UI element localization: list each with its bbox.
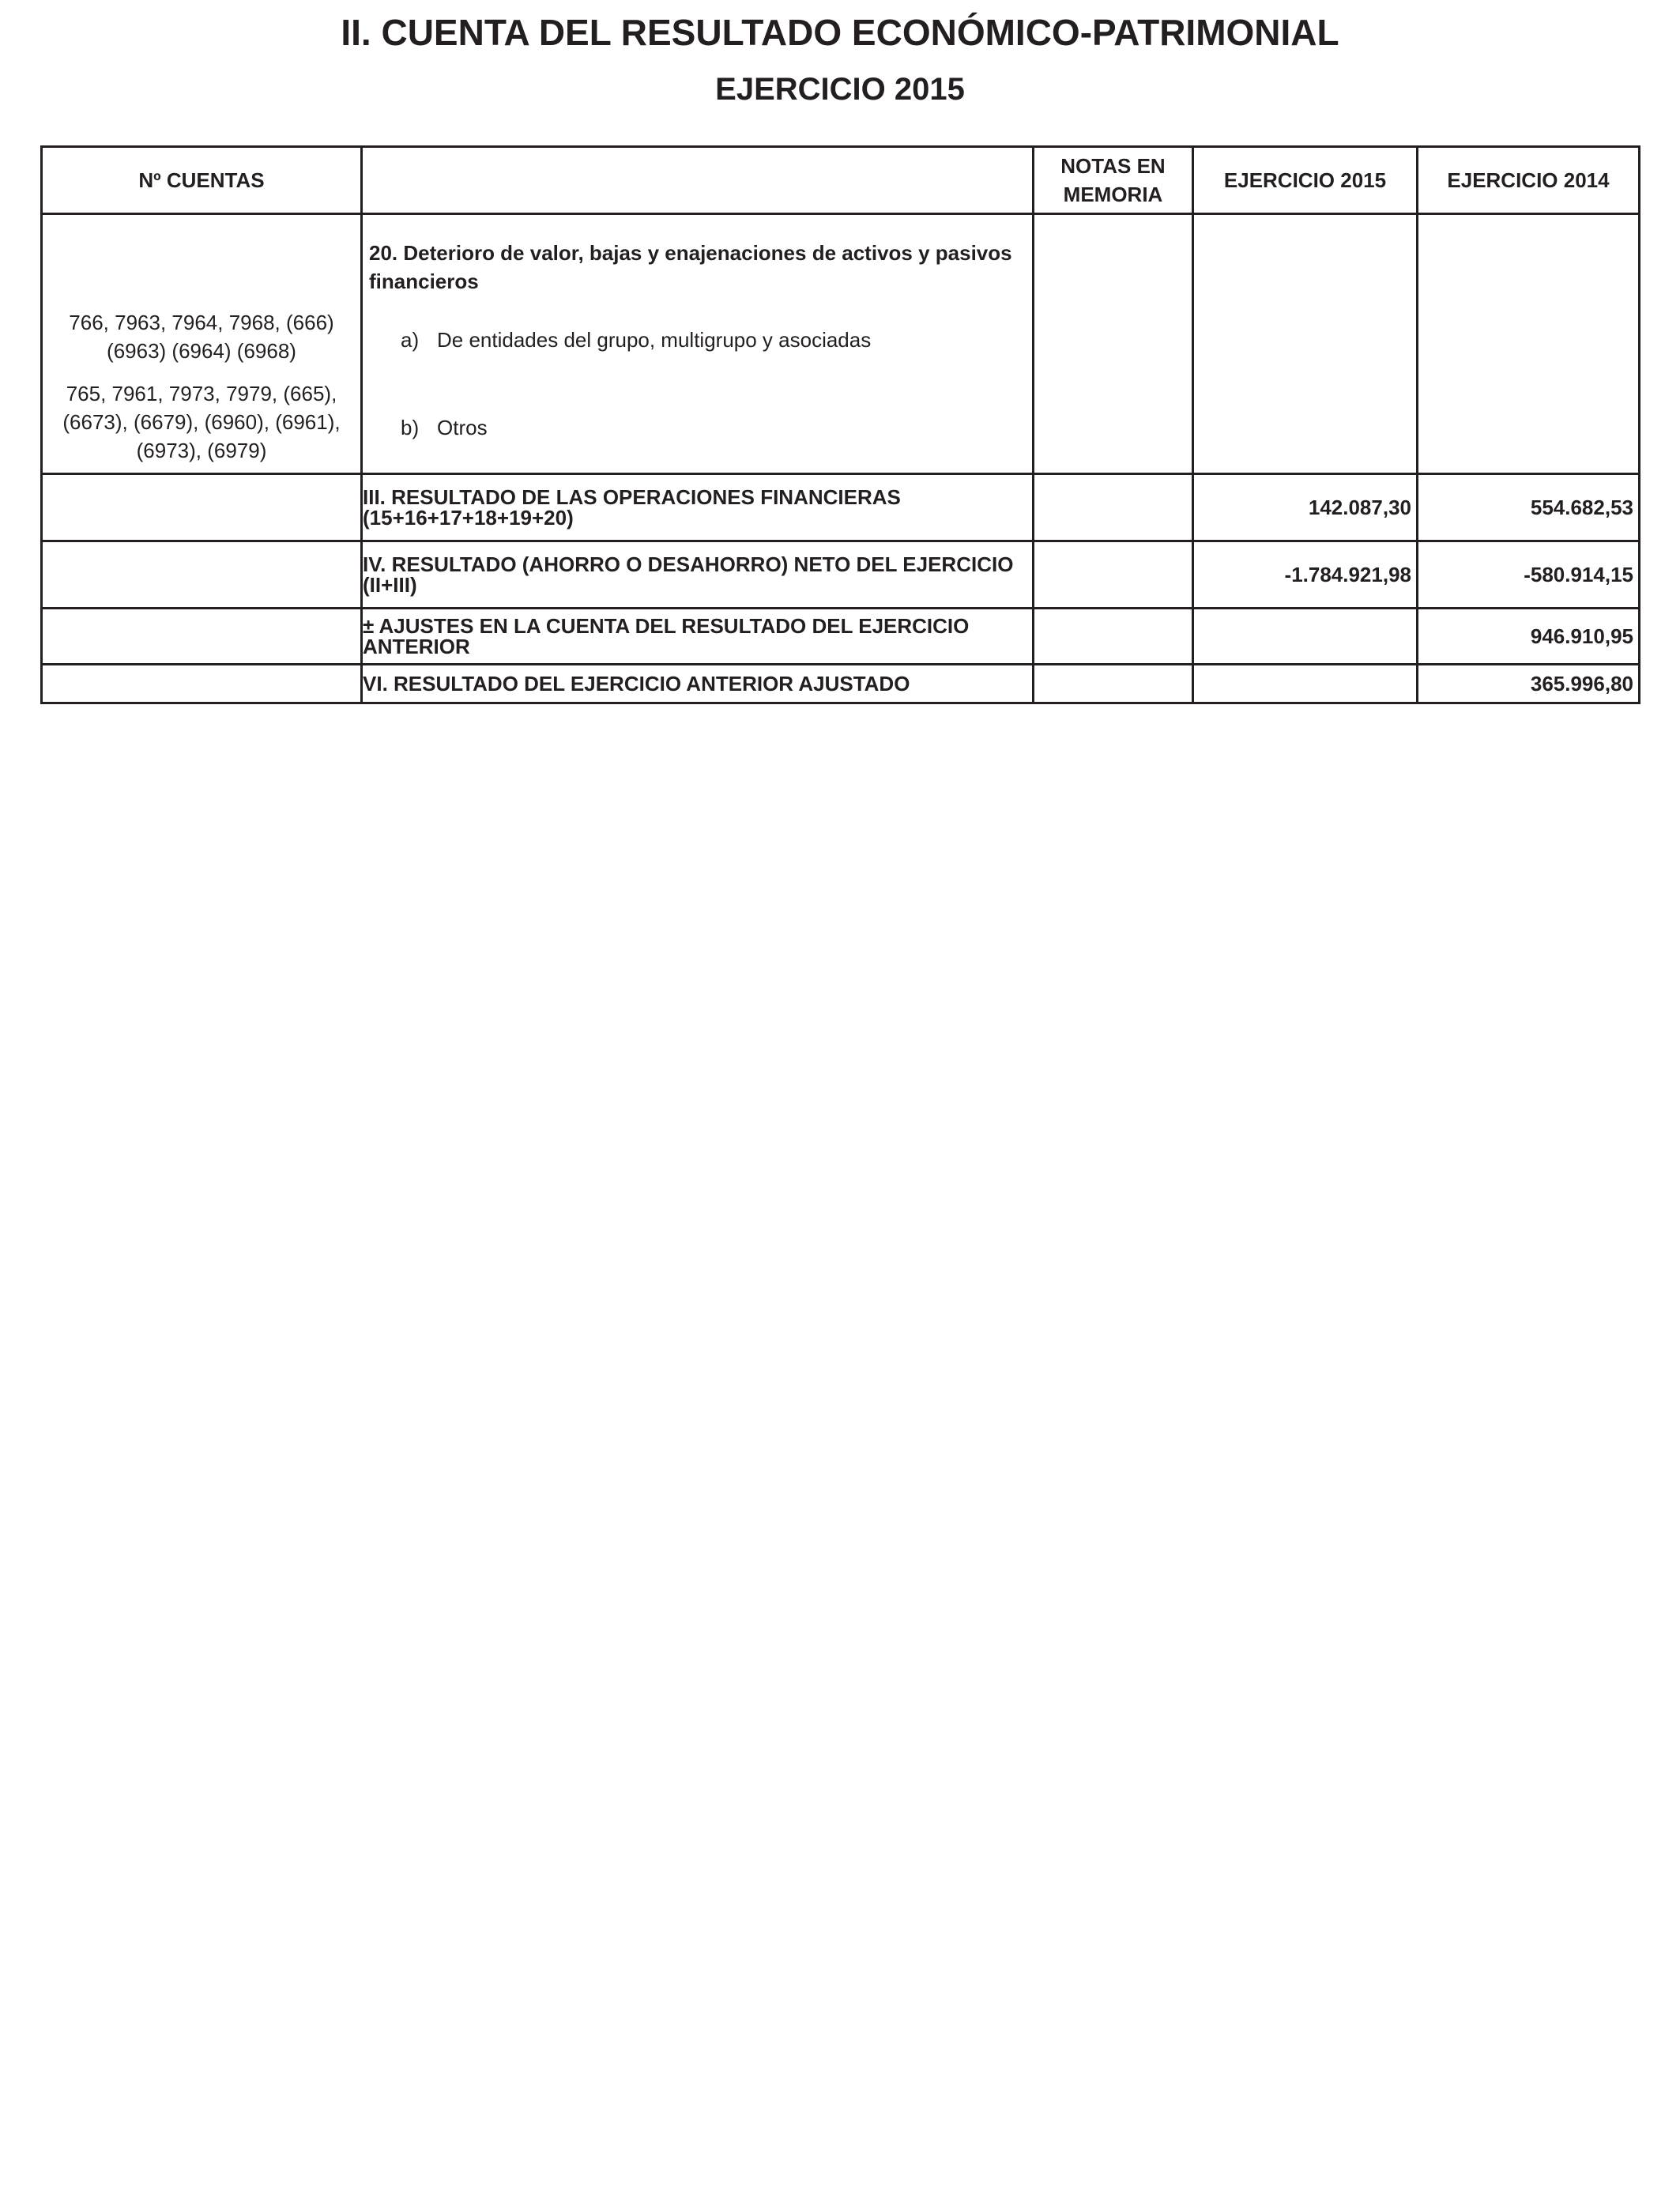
cuentas-cell [42,214,362,474]
table-row-section-20 [42,214,1640,474]
cuentas-line: (6673), (6679), (6960), (6961), [62,410,341,434]
ejercicio-2015-value: 142.087,30 [1193,474,1418,541]
item-letter: b) [401,416,420,439]
table-row-resultado-neto [42,541,1640,609]
header-ejercicio-2014: EJERCICIO 2014 [1418,147,1640,214]
cuentas-cell [42,541,362,609]
table-row-resultado-financieras [42,474,1640,541]
cuentas-line: (6963) (6964) (6968) [107,339,296,363]
notas-cell [1034,214,1193,474]
ejercicio-2015-value [1193,665,1418,703]
cuentas-cell [42,665,362,703]
section-20-title: 20. Deterioro de valor, bajas y enajenaciones de activos y pasivos financieros [369,241,1012,293]
cuentas-line: 765, 7961, 7973, 7979, (665), [66,382,337,405]
table-header-row [42,147,1640,214]
header-cuentas: Nº CUENTAS [42,147,362,214]
ejercicio-2014-value: 365.996,80 [1418,665,1640,703]
ejercicio-2014-value: 554.682,53 [1418,474,1640,541]
ejercicio-2015-value: -1.784.921,98 [1193,541,1418,609]
header-concepto [362,147,1034,214]
notas-cell [1034,665,1193,703]
ejercicio-2015-value [1193,609,1418,665]
row-label: IV. RESULTADO (AHORRO O DESAHORRO) NETO DEL EJERCICIO (II+III) [362,541,1034,609]
item-letter: a) [401,328,420,352]
page-subtitle: EJERCICIO 2015 [715,72,965,107]
cuentas-line: (6973), (6979) [136,439,267,462]
table-row-ajustes [42,609,1640,665]
notas-cell [1034,609,1193,665]
resultado-table [40,145,1640,704]
concepto-cell [362,214,1034,474]
item-label: De entidades del grupo, multigrupo y asociadas [437,328,872,352]
notas-cell [1034,541,1193,609]
header-ejercicio-2015: EJERCICIO 2015 [1193,147,1418,214]
table-row-resultado-ajustado [42,665,1640,703]
cuentas-cell [42,609,362,665]
cuentas-cell [42,474,362,541]
ejercicio-2014-value: 946.910,95 [1418,609,1640,665]
item-a [401,326,871,354]
ejercicio-2015-cell [1193,214,1418,474]
header-notas: NOTAS EN MEMORIA [1034,147,1193,214]
item-b [401,413,488,442]
notas-cell [1034,474,1193,541]
row-label: III. RESULTADO DE LAS OPERACIONES FINANCIERAS (15+16+17+18+19+20) [362,474,1034,541]
cuentas-item-a [43,308,360,365]
ejercicio-2014-cell [1418,214,1640,474]
row-label: ± AJUSTES EN LA CUENTA DEL RESULTADO DEL EJERCICIO ANTERIOR [362,609,1034,665]
page-title: II. CUENTA DEL RESULTADO ECONÓMICO-PATRIMONIAL [341,12,1339,53]
ejercicio-2014-value: -580.914,15 [1418,541,1640,609]
item-label: Otros [437,416,488,439]
cuentas-item-b [43,379,360,465]
cuentas-line: 766, 7963, 7964, 7968, (666) [69,311,334,334]
row-label: VI. RESULTADO DEL EJERCICIO ANTERIOR AJUSTADO [362,665,1034,703]
